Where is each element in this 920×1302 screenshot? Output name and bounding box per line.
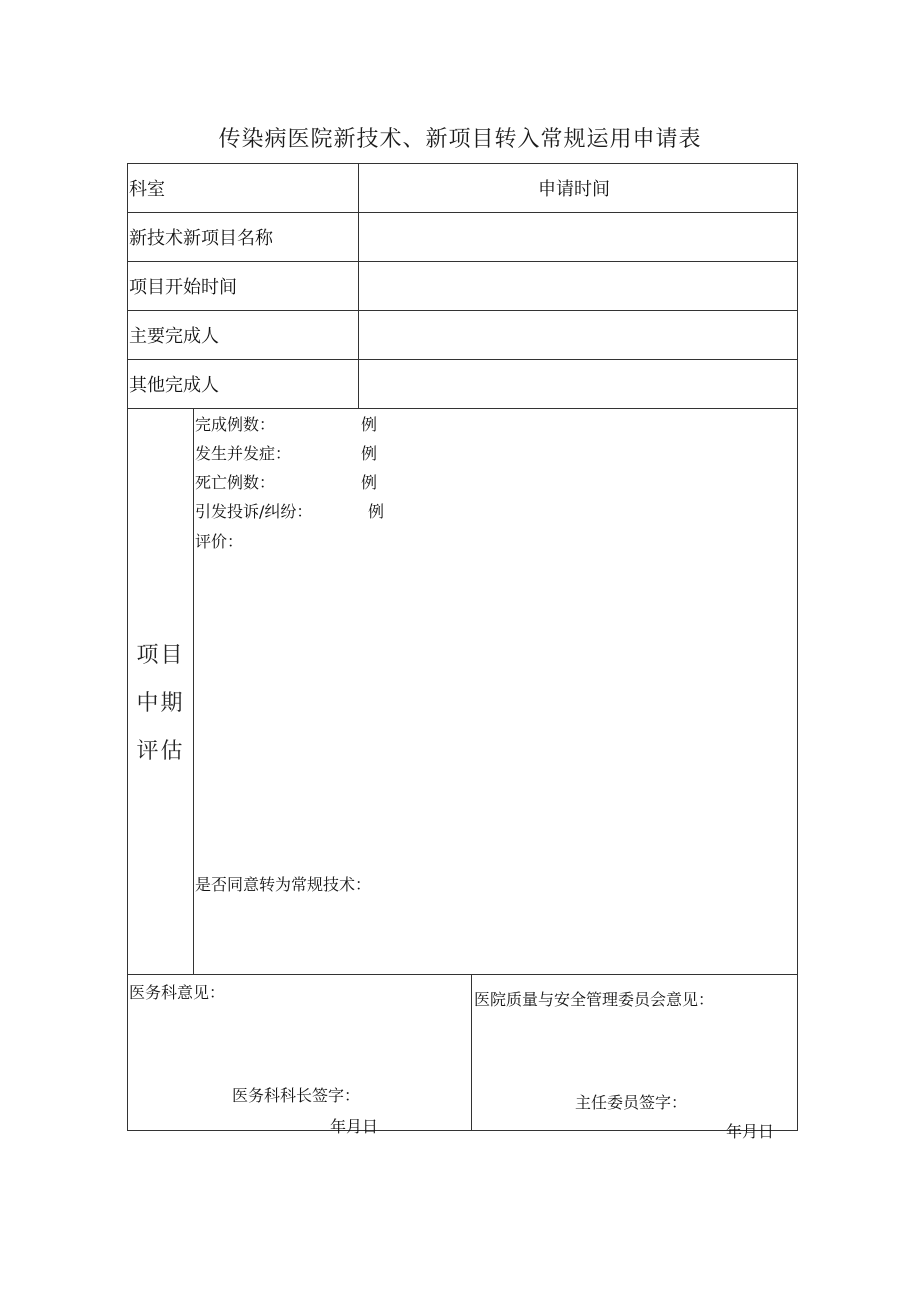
project-name-label: 新技术新项目名称 bbox=[129, 228, 273, 249]
row-divider bbox=[127, 974, 798, 975]
main-person-label: 主要完成人 bbox=[129, 326, 219, 347]
mid-term-evaluation-label bbox=[128, 632, 193, 776]
committee-date bbox=[726, 1122, 786, 1141]
label-column-divider bbox=[358, 163, 359, 409]
row-divider bbox=[127, 310, 798, 311]
date-label: 年月日 bbox=[726, 1122, 775, 1141]
table-bottom-border bbox=[127, 1130, 798, 1131]
comment-label: 评价： bbox=[195, 532, 244, 551]
form-title: 传染病医院新技术、新项目转入常规运用申请表 bbox=[218, 127, 702, 152]
evaluation-label-line: 项目 bbox=[136, 643, 185, 668]
committee-signature-label: 主任委员签字： bbox=[575, 1093, 688, 1112]
row-divider bbox=[127, 359, 798, 360]
date-label: 年月日 bbox=[330, 1117, 379, 1136]
row-divider bbox=[127, 212, 798, 213]
evaluation-label-line: 中期 bbox=[136, 691, 185, 716]
committee-opinion-label: 医院质量与安全管理委员会意见： bbox=[474, 990, 715, 1009]
evaluation-label-line: 评估 bbox=[136, 739, 185, 764]
deaths-label: 死亡例数： bbox=[195, 473, 276, 492]
medical-affairs-date bbox=[330, 1117, 390, 1136]
complications-unit: 例 bbox=[361, 444, 378, 463]
medical-affairs-signature-label: 医务科科长签字： bbox=[232, 1086, 361, 1105]
evaluation-column-divider bbox=[193, 408, 194, 975]
complaints-label: 引发投诉/纠纷： bbox=[195, 502, 313, 521]
cases-label: 完成例数： bbox=[195, 415, 276, 434]
start-time-label: 项目开始时间 bbox=[129, 277, 237, 298]
table-right-border bbox=[797, 163, 798, 1131]
cases-unit: 例 bbox=[361, 415, 378, 434]
opinion-column-divider bbox=[471, 974, 472, 1131]
table-top-border bbox=[127, 163, 798, 164]
complications-label: 发生并发症： bbox=[195, 444, 292, 463]
department-label: 科室 bbox=[129, 179, 165, 200]
row-divider bbox=[127, 261, 798, 262]
agree-label: 是否同意转为常规技术： bbox=[195, 875, 372, 894]
other-person-label: 其他完成人 bbox=[129, 375, 219, 396]
medical-affairs-opinion-label: 医务科意见： bbox=[129, 983, 226, 1002]
complaints-unit: 例 bbox=[368, 502, 385, 521]
deaths-unit: 例 bbox=[361, 473, 378, 492]
apply-time-label: 申请时间 bbox=[538, 179, 610, 200]
row-divider bbox=[127, 408, 798, 409]
